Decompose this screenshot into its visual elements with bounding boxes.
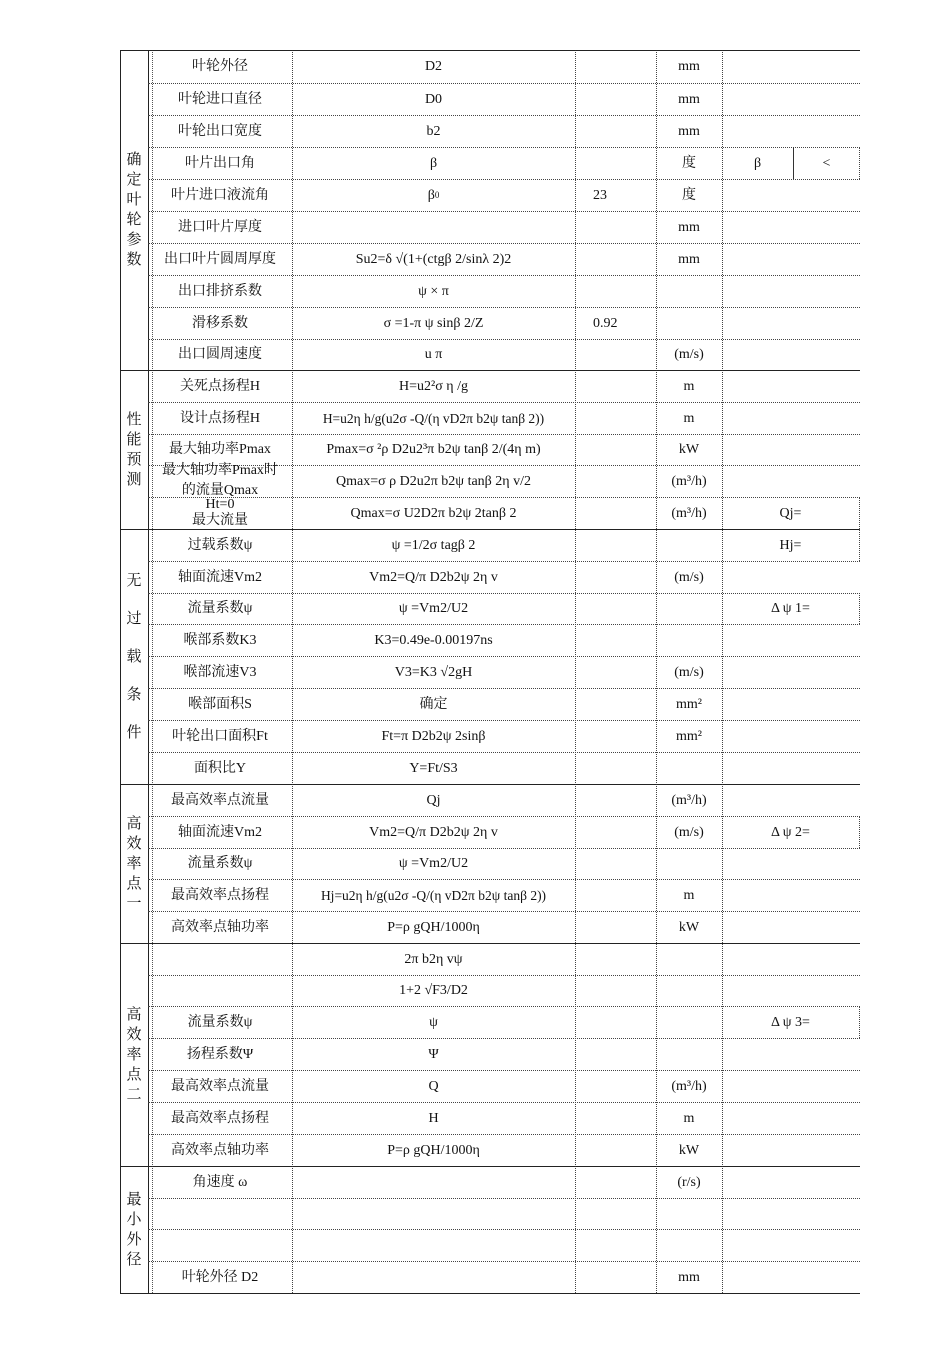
section-char: 件: [126, 724, 142, 741]
row-unit: [656, 752, 722, 784]
row-name: 最高效率点扬程: [171, 1110, 269, 1126]
row-value: [575, 1038, 656, 1070]
row-value: [575, 115, 656, 147]
formula-text: ψ =Vm2/U2: [398, 856, 469, 871]
row-value: [575, 529, 656, 561]
formula-text: b2: [426, 123, 441, 139]
row-value: [575, 688, 656, 720]
row-name: 最高效率点扬程: [171, 887, 269, 903]
section-char: 高: [126, 815, 142, 832]
row-value: [575, 1229, 656, 1261]
row-unit: (m³/h): [671, 505, 707, 521]
row-unit: 度: [682, 187, 696, 203]
row-name: 最高效率点流量: [171, 792, 269, 808]
row-name: [148, 497, 292, 529]
section-char: 定: [126, 172, 142, 188]
row-unit: 度: [682, 155, 696, 171]
beta-comparator: <: [794, 147, 860, 179]
row-name: 扬程系数Ψ: [186, 1046, 254, 1062]
row-value: [575, 752, 656, 784]
row-name: 轴面流速Vm2: [178, 569, 262, 585]
row-name: 叶轮出口宽度: [178, 123, 262, 139]
row-formula: [292, 1198, 575, 1229]
row-formula: [292, 1006, 575, 1038]
row-name-bottom: 最大流量: [192, 513, 248, 528]
row-name: [148, 975, 292, 1006]
section-char: 最: [126, 1191, 142, 1208]
formula-text: P=ρ gQH/1000η: [387, 1142, 480, 1158]
section-char: 率: [126, 855, 142, 872]
row-name: 叶轮出口面积Ft: [172, 728, 268, 744]
row-unit: m: [683, 410, 695, 426]
formula-text: Su2=δ √(1+(ctgβ 2/sinλ 2)2: [355, 251, 512, 267]
section-label: [120, 529, 148, 784]
row-formula: [292, 307, 575, 339]
row-unit: [656, 624, 722, 656]
section-label: [120, 50, 148, 370]
row-name: 流量系数ψ: [187, 601, 253, 616]
row-value: [575, 816, 656, 848]
section-char: 能: [126, 431, 142, 448]
row-value: 23: [593, 187, 607, 203]
row-value: [575, 211, 656, 243]
row-formula: [292, 275, 575, 307]
row-unit: mm²: [676, 728, 702, 744]
row-formula: [292, 911, 575, 943]
row-extra: Δ ψ 3=: [722, 1006, 860, 1038]
row-value: [575, 848, 656, 879]
row-extra: Hj=: [722, 529, 860, 561]
formula-text: Qmax=σ U2D2π b2ψ 2tanβ 2: [350, 505, 517, 521]
formula-text: H: [428, 1110, 439, 1126]
row-unit: mm²: [676, 696, 702, 712]
section-char: 条: [126, 686, 142, 703]
row-unit: kW: [678, 442, 700, 457]
row-name: 叶片进口液流角: [171, 187, 269, 203]
row-name: [148, 1229, 292, 1261]
row-unit: [656, 1006, 722, 1038]
formula-text: Ψ: [428, 1046, 439, 1062]
row-unit: (m³/h): [671, 1078, 707, 1094]
formula-text: Qj: [426, 792, 441, 808]
row-unit: (m³/h): [671, 792, 707, 808]
row-value: [575, 1006, 656, 1038]
row-value: 0.92: [593, 315, 618, 331]
row-formula: [292, 115, 575, 147]
row-unit: m: [683, 378, 695, 394]
row-value: [575, 656, 656, 688]
row-formula: [292, 1134, 575, 1166]
row-value: [575, 434, 656, 465]
section-char: 高: [126, 1006, 142, 1023]
row-name: 流量系数ψ: [187, 856, 253, 871]
row-unit: [656, 529, 722, 561]
row-value: [575, 784, 656, 816]
section-char: 过: [126, 610, 142, 627]
section-char: 效: [126, 1026, 142, 1043]
row-value: [575, 1134, 656, 1166]
row-value: [575, 402, 656, 434]
row-value: [575, 83, 656, 115]
row-unit: mm: [678, 91, 700, 107]
row-name: 出口排挤系数: [178, 283, 262, 299]
row-value: [575, 465, 656, 497]
formula-text: Hj=u2η h/g(u2σ -Q/(η vD2π b2ψ tanβ 2)): [320, 887, 547, 903]
formula-text: Y=Ft/S3: [409, 760, 458, 776]
section-char: 预: [126, 451, 142, 468]
row-value: [575, 911, 656, 943]
row-name: 叶轮进口直径: [178, 91, 262, 107]
section-char: 叶: [126, 192, 142, 208]
row-formula: [292, 593, 575, 624]
row-unit: [656, 1038, 722, 1070]
formula-text: Qmax=σ ρ D2u2π b2ψ tanβ 2η v/2: [335, 473, 532, 489]
section-char: 测: [126, 471, 142, 488]
row-value: [575, 624, 656, 656]
section-char: 确: [126, 152, 142, 168]
formula-text: Q: [428, 1078, 439, 1094]
row-unit: [656, 943, 722, 975]
row-name: 滑移系数: [192, 315, 248, 331]
row-name: 喉部面积S: [188, 696, 252, 712]
row-unit: kW: [678, 1142, 700, 1158]
row-unit: kW: [678, 919, 700, 935]
section-char: 轮: [126, 212, 142, 228]
row-unit: (m/s): [674, 569, 704, 585]
section-label: [120, 943, 148, 1166]
row-value: [575, 879, 656, 911]
row-value: [575, 370, 656, 402]
row-unit: (m/s): [674, 347, 704, 362]
formula-text: K3=0.49e-0.00197ns: [374, 632, 493, 648]
row-formula: [292, 624, 575, 656]
column-rule: [722, 50, 723, 1293]
beta-symbol: β: [722, 147, 794, 179]
row-formula: [292, 529, 575, 561]
row-value: [575, 1102, 656, 1134]
row-formula: [292, 83, 575, 115]
row-unit: [656, 1198, 722, 1229]
section-char: 效: [126, 835, 142, 852]
row-formula: [292, 1070, 575, 1102]
formula-text: V3=K3 √2gH: [394, 664, 473, 680]
row-unit: [656, 275, 722, 307]
row-value: [575, 50, 656, 83]
row-formula: [292, 784, 575, 816]
row-formula: [292, 497, 575, 529]
row-name: 最大轴功率Pmax时的流量Qmax: [162, 463, 278, 498]
row-value: [575, 275, 656, 307]
row-extra: Δ ψ 1=: [722, 593, 860, 624]
row-value: [575, 497, 656, 529]
formula-text: 确定: [419, 696, 448, 712]
row-name: 角速度 ω: [192, 1174, 248, 1190]
row-unit: mm: [678, 1269, 700, 1285]
row-formula: [292, 752, 575, 784]
section-label: [120, 784, 148, 943]
formula-text: D2: [424, 59, 443, 74]
row-name: 进口叶片厚度: [178, 219, 262, 235]
row-formula: [292, 402, 575, 434]
row-unit: [656, 975, 722, 1006]
row-formula: [292, 1229, 575, 1261]
row-value: [575, 1166, 656, 1198]
row-name: [148, 1198, 292, 1229]
row-value: [575, 1198, 656, 1229]
row-name: 面积比Y: [193, 760, 247, 776]
row-formula: [292, 465, 575, 497]
row-name: 设计点扬程H: [179, 410, 261, 426]
row-name: 出口圆周速度: [178, 347, 262, 362]
formula-text: H=u2η h/g(u2σ -Q/(η vD2π b2ψ tanβ 2)): [322, 410, 545, 426]
row-unit: m: [683, 887, 695, 903]
row-value: [575, 593, 656, 624]
formula-text: 2π b2η vψ: [404, 951, 463, 967]
section-char: 载: [126, 648, 142, 665]
row-formula: [292, 147, 575, 179]
row-name: 轴面流速Vm2: [178, 824, 262, 840]
row-unit: [656, 1229, 722, 1261]
row-name: 叶轮外径 D2: [181, 1269, 259, 1285]
row-unit: m: [683, 1110, 695, 1126]
row-formula: [292, 943, 575, 975]
row-formula: [292, 1038, 575, 1070]
section-char: 一: [126, 895, 142, 912]
formula-text: σ =1-π ψ sinβ 2/Z: [383, 315, 484, 331]
formula-text: H=u2²σ η /g: [399, 378, 468, 394]
row-formula: [292, 720, 575, 752]
row-value: [575, 147, 656, 179]
row-formula: [292, 688, 575, 720]
section-char: 外: [126, 1231, 142, 1248]
formula-text: 1+2 √F3/D2: [399, 983, 468, 998]
formula-text: β: [427, 187, 435, 203]
row-value: [575, 339, 656, 370]
row-name-top: Ht=0: [205, 497, 235, 512]
row-unit: (r/s): [677, 1174, 701, 1190]
row-unit: [656, 848, 722, 879]
row-name: 最高效率点流量: [171, 1078, 269, 1094]
row-formula: [292, 656, 575, 688]
section-label: [120, 370, 148, 529]
row-unit: mm: [678, 59, 700, 74]
section-char: 数: [126, 252, 142, 268]
row-name: 高效率点轴功率: [171, 919, 269, 935]
section-char: 点: [126, 875, 142, 892]
row-unit: (m/s): [674, 824, 704, 840]
row-formula: [292, 975, 575, 1006]
row-unit: mm: [678, 219, 700, 235]
row-value: [575, 1070, 656, 1102]
row-value: [575, 975, 656, 1006]
section-char: 无: [126, 572, 142, 589]
row-unit: (m/s): [674, 664, 704, 680]
formula-text: D0: [424, 91, 443, 107]
row-name: 最大轴功率Pmax: [169, 442, 271, 457]
section-char: 点: [126, 1066, 142, 1083]
formula-text: β: [429, 155, 438, 171]
formula-text: Pmax=σ ²ρ D2u2³π b2ψ tanβ 2/(4η m): [326, 442, 541, 457]
row-formula: [292, 1166, 575, 1198]
section-char: 参: [126, 232, 142, 248]
row-formula: β 0: [427, 187, 440, 203]
formula-text: ψ =Vm2/U2: [398, 601, 469, 616]
row-unit: mm: [678, 123, 700, 139]
formula-text: ψ =1/2σ tagβ 2: [391, 537, 476, 553]
row-unit: [656, 307, 722, 339]
row-value: [575, 561, 656, 593]
row-unit: (m³/h): [671, 473, 707, 489]
formula-text: ψ: [429, 1014, 438, 1030]
section-char: 小: [126, 1211, 142, 1228]
row-formula: [292, 370, 575, 402]
section-char: 率: [126, 1046, 142, 1063]
formula-text: ψ × π: [418, 283, 449, 299]
row-name: 喉部系数K3: [183, 632, 257, 648]
row-formula: [292, 848, 575, 879]
formula-text: Vm2=Q/π D2b2ψ 2η v: [369, 569, 498, 585]
row-unit: mm: [678, 251, 700, 267]
row-value: [575, 943, 656, 975]
row-extra: Δ ψ 2=: [722, 816, 860, 848]
row-formula: [292, 243, 575, 275]
formula-text: Ft=π D2b2ψ 2sinβ: [381, 728, 486, 744]
section-char: 径: [126, 1251, 142, 1268]
section-char: 二: [126, 1086, 142, 1103]
row-formula: [292, 1102, 575, 1134]
formula-text: u π: [424, 347, 443, 362]
row-name: 流量系数ψ: [187, 1014, 253, 1030]
formula-text: P=ρ gQH/1000η: [387, 919, 480, 935]
row-name: 喉部流速V3: [183, 664, 257, 680]
row-formula: [292, 561, 575, 593]
row-unit: [656, 593, 722, 624]
row-name: 高效率点轴功率: [171, 1142, 269, 1158]
row-name: [148, 943, 292, 975]
row-value: [575, 243, 656, 275]
section-label: [120, 1166, 148, 1293]
row-formula: [292, 879, 575, 911]
row-value: [575, 1261, 656, 1293]
row-formula: [292, 211, 575, 243]
formula-text: Vm2=Q/π D2b2ψ 2η v: [369, 824, 498, 840]
row-formula: [292, 434, 575, 465]
row-name: 过载系数ψ: [187, 537, 253, 553]
row-name: 出口叶片圆周厚度: [164, 251, 276, 267]
row-name: 关死点扬程H: [179, 378, 261, 394]
row-name: 叶片出口角: [185, 155, 255, 171]
row-rule: [120, 1293, 860, 1294]
row-formula: [292, 339, 575, 370]
row-extra: Qj=: [722, 497, 860, 529]
row-value: [575, 720, 656, 752]
row-formula: [292, 50, 575, 83]
row-formula: [292, 1261, 575, 1293]
section-char: 性: [126, 411, 142, 428]
row-formula: [292, 816, 575, 848]
row-name: 叶轮外径: [192, 59, 248, 74]
